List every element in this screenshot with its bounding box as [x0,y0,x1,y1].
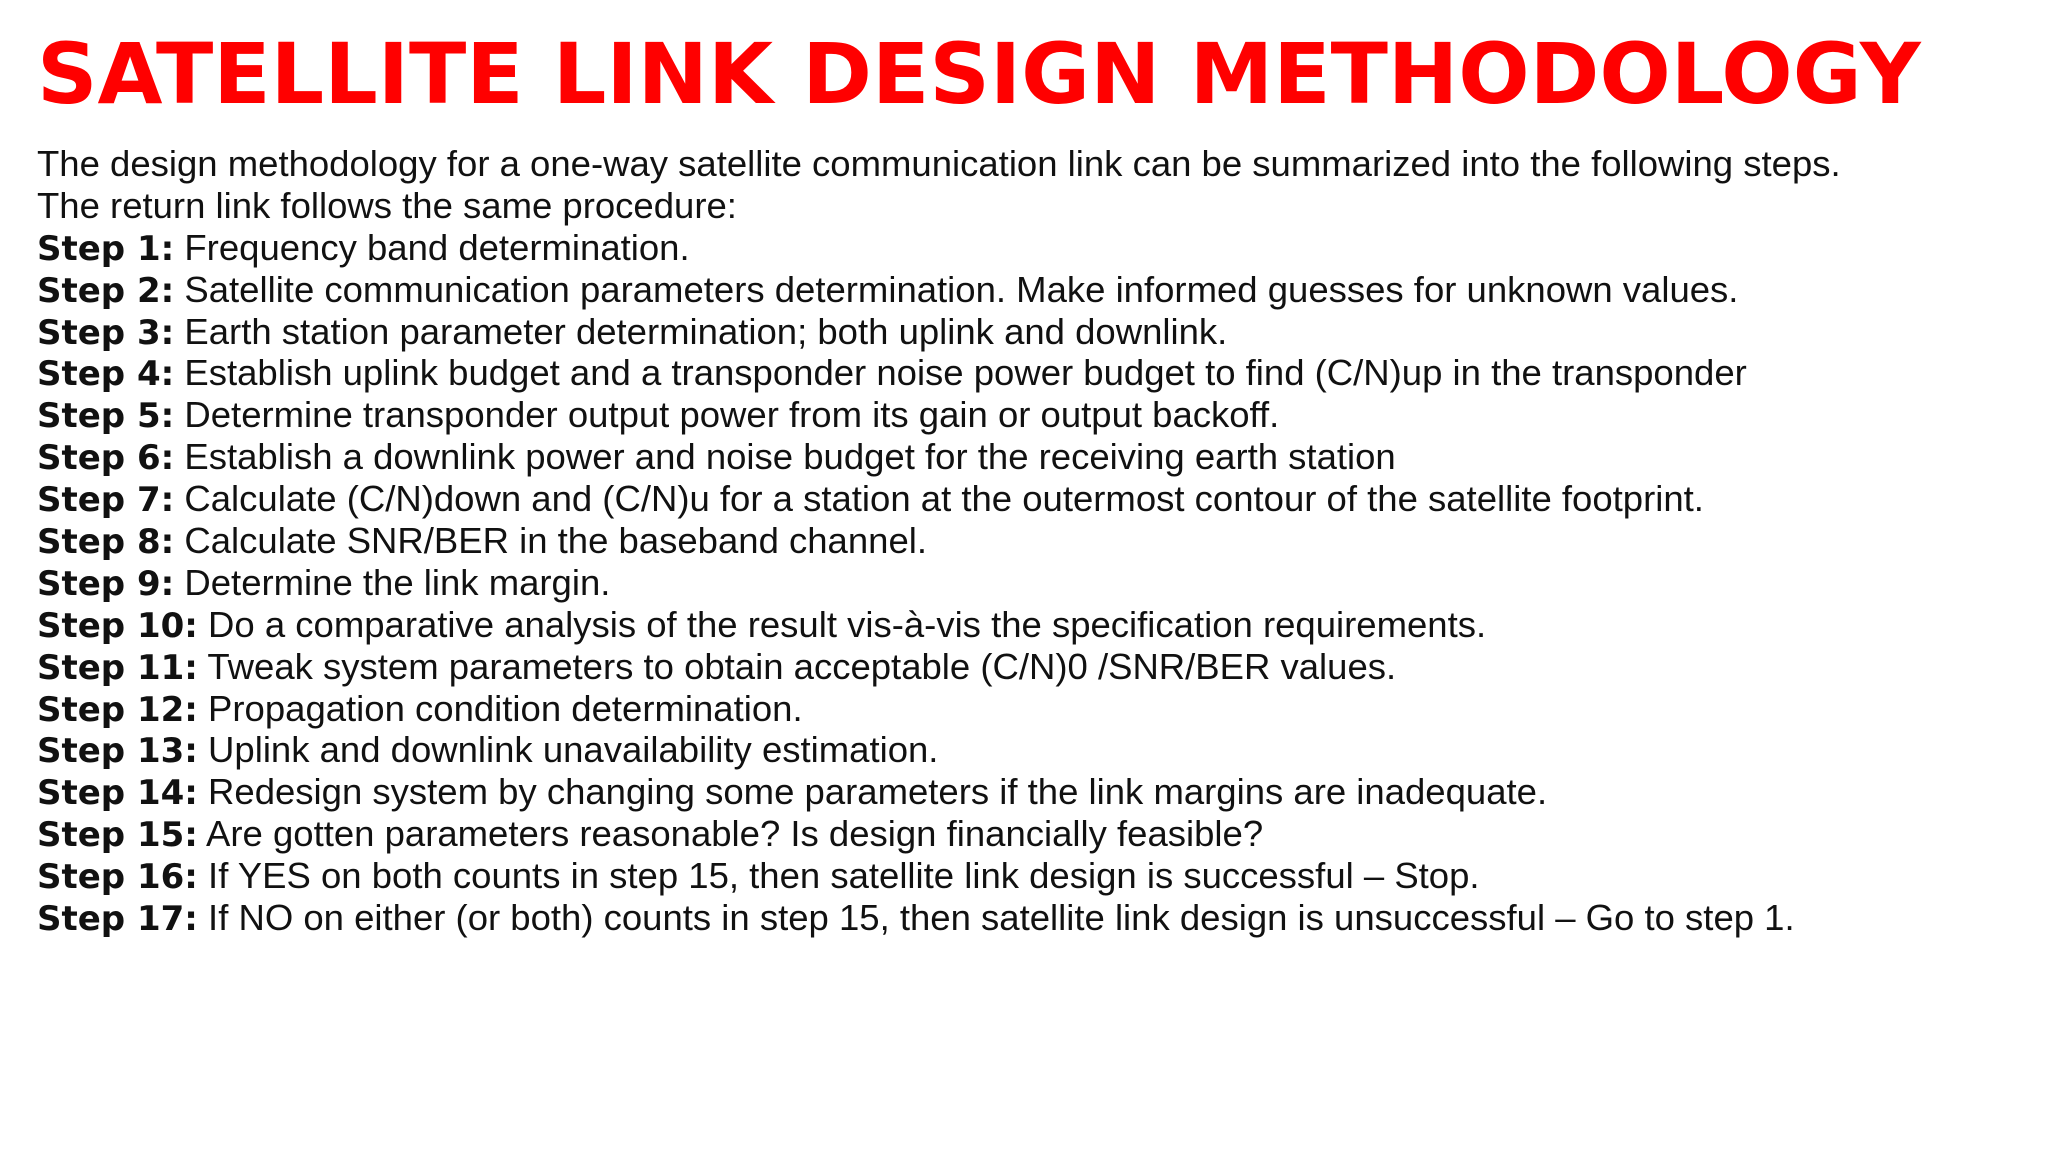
step-label: Step 3: [37,312,175,353]
step-item [37,604,2027,646]
step-label: Step 4: [37,354,175,395]
step-item [37,729,2027,771]
intro-line: The return link follows the same procedure: [37,184,737,226]
step-label: Step 15: [37,815,198,856]
step-item [37,269,2027,311]
step-label: Step 16: [37,857,198,898]
step-text: Establish a downlink power and noise budget for the receiving earth station [184,436,1396,478]
step-label: Step 17: [37,899,198,940]
step-item [37,352,2027,394]
intro-line: The design methodology for a one-way satellite communication link can be summarized into the following steps. [37,143,1841,184]
step-text: Redesign system by changing some parameters if the link margins are inadequate. [208,771,1548,813]
step-text: Frequency band determination. [184,226,690,268]
step-item [37,897,2027,939]
step-label: Step 9: [37,563,175,604]
step-text: Tweak system parameters to obtain acceptable (C/N)0 /SNR/BER values. [207,645,1397,687]
step-item [37,771,2027,813]
step-label: Step 6: [37,438,175,479]
step-text: Do a comparative analysis of the result vis-à-vis the specification requirements. [208,603,1487,645]
step-item [37,646,2027,688]
step-item [37,855,2027,897]
step-label: Step 11: [37,647,198,688]
step-text: Uplink and downlink unavailability estimation. [208,729,939,771]
step-text: If YES on both counts in step 15, then satellite link design is successful – Stop. [208,855,1480,897]
step-item [37,436,2027,478]
step-item [37,478,2027,520]
step-item [37,394,2027,436]
step-item [37,688,2027,730]
slide-title: SATELLITE LINK DESIGN METHODOLOGY [37,25,1921,123]
step-text: Calculate SNR/BER in the baseband channel. [184,520,928,562]
step-text: Establish uplink budget and a transponder noise power budget to find (C/N)up in the transponder [184,352,1747,394]
slide-body [37,143,2027,939]
step-label: Step 2: [37,270,175,311]
step-item [37,227,2027,269]
step-item [37,520,2027,562]
step-item [37,813,2027,855]
step-text: Calculate (C/N)down and (C/N)u for a station at the outermost contour of the satellite footprint. [184,478,1704,520]
step-label: Step 5: [37,396,175,437]
step-label: Step 12: [37,689,198,730]
step-text: Propagation condition determination. [208,687,803,729]
step-label: Step 1: [37,228,175,269]
step-text: Determine transponder output power from its gain or output backoff. [184,394,1280,436]
step-label: Step 13: [37,731,198,772]
step-text: Satellite communication parameters determination. Make informed guesses for unknown values. [184,268,1739,310]
step-item [37,311,2027,353]
step-label: Step 7: [37,480,175,521]
step-text: Determine the link margin. [184,561,611,603]
step-text: Are gotten parameters reasonable? Is design financially feasible? [206,813,1264,855]
step-text: If NO on either (or both) counts in step 15, then satellite link design is unsuccessful – Go to step 1. [208,897,1795,939]
step-text: Earth station parameter determination; both uplink and downlink. [184,310,1228,352]
step-label: Step 8: [37,522,175,563]
step-item [37,562,2027,604]
step-label: Step 10: [37,605,198,646]
step-label: Step 14: [37,773,198,814]
